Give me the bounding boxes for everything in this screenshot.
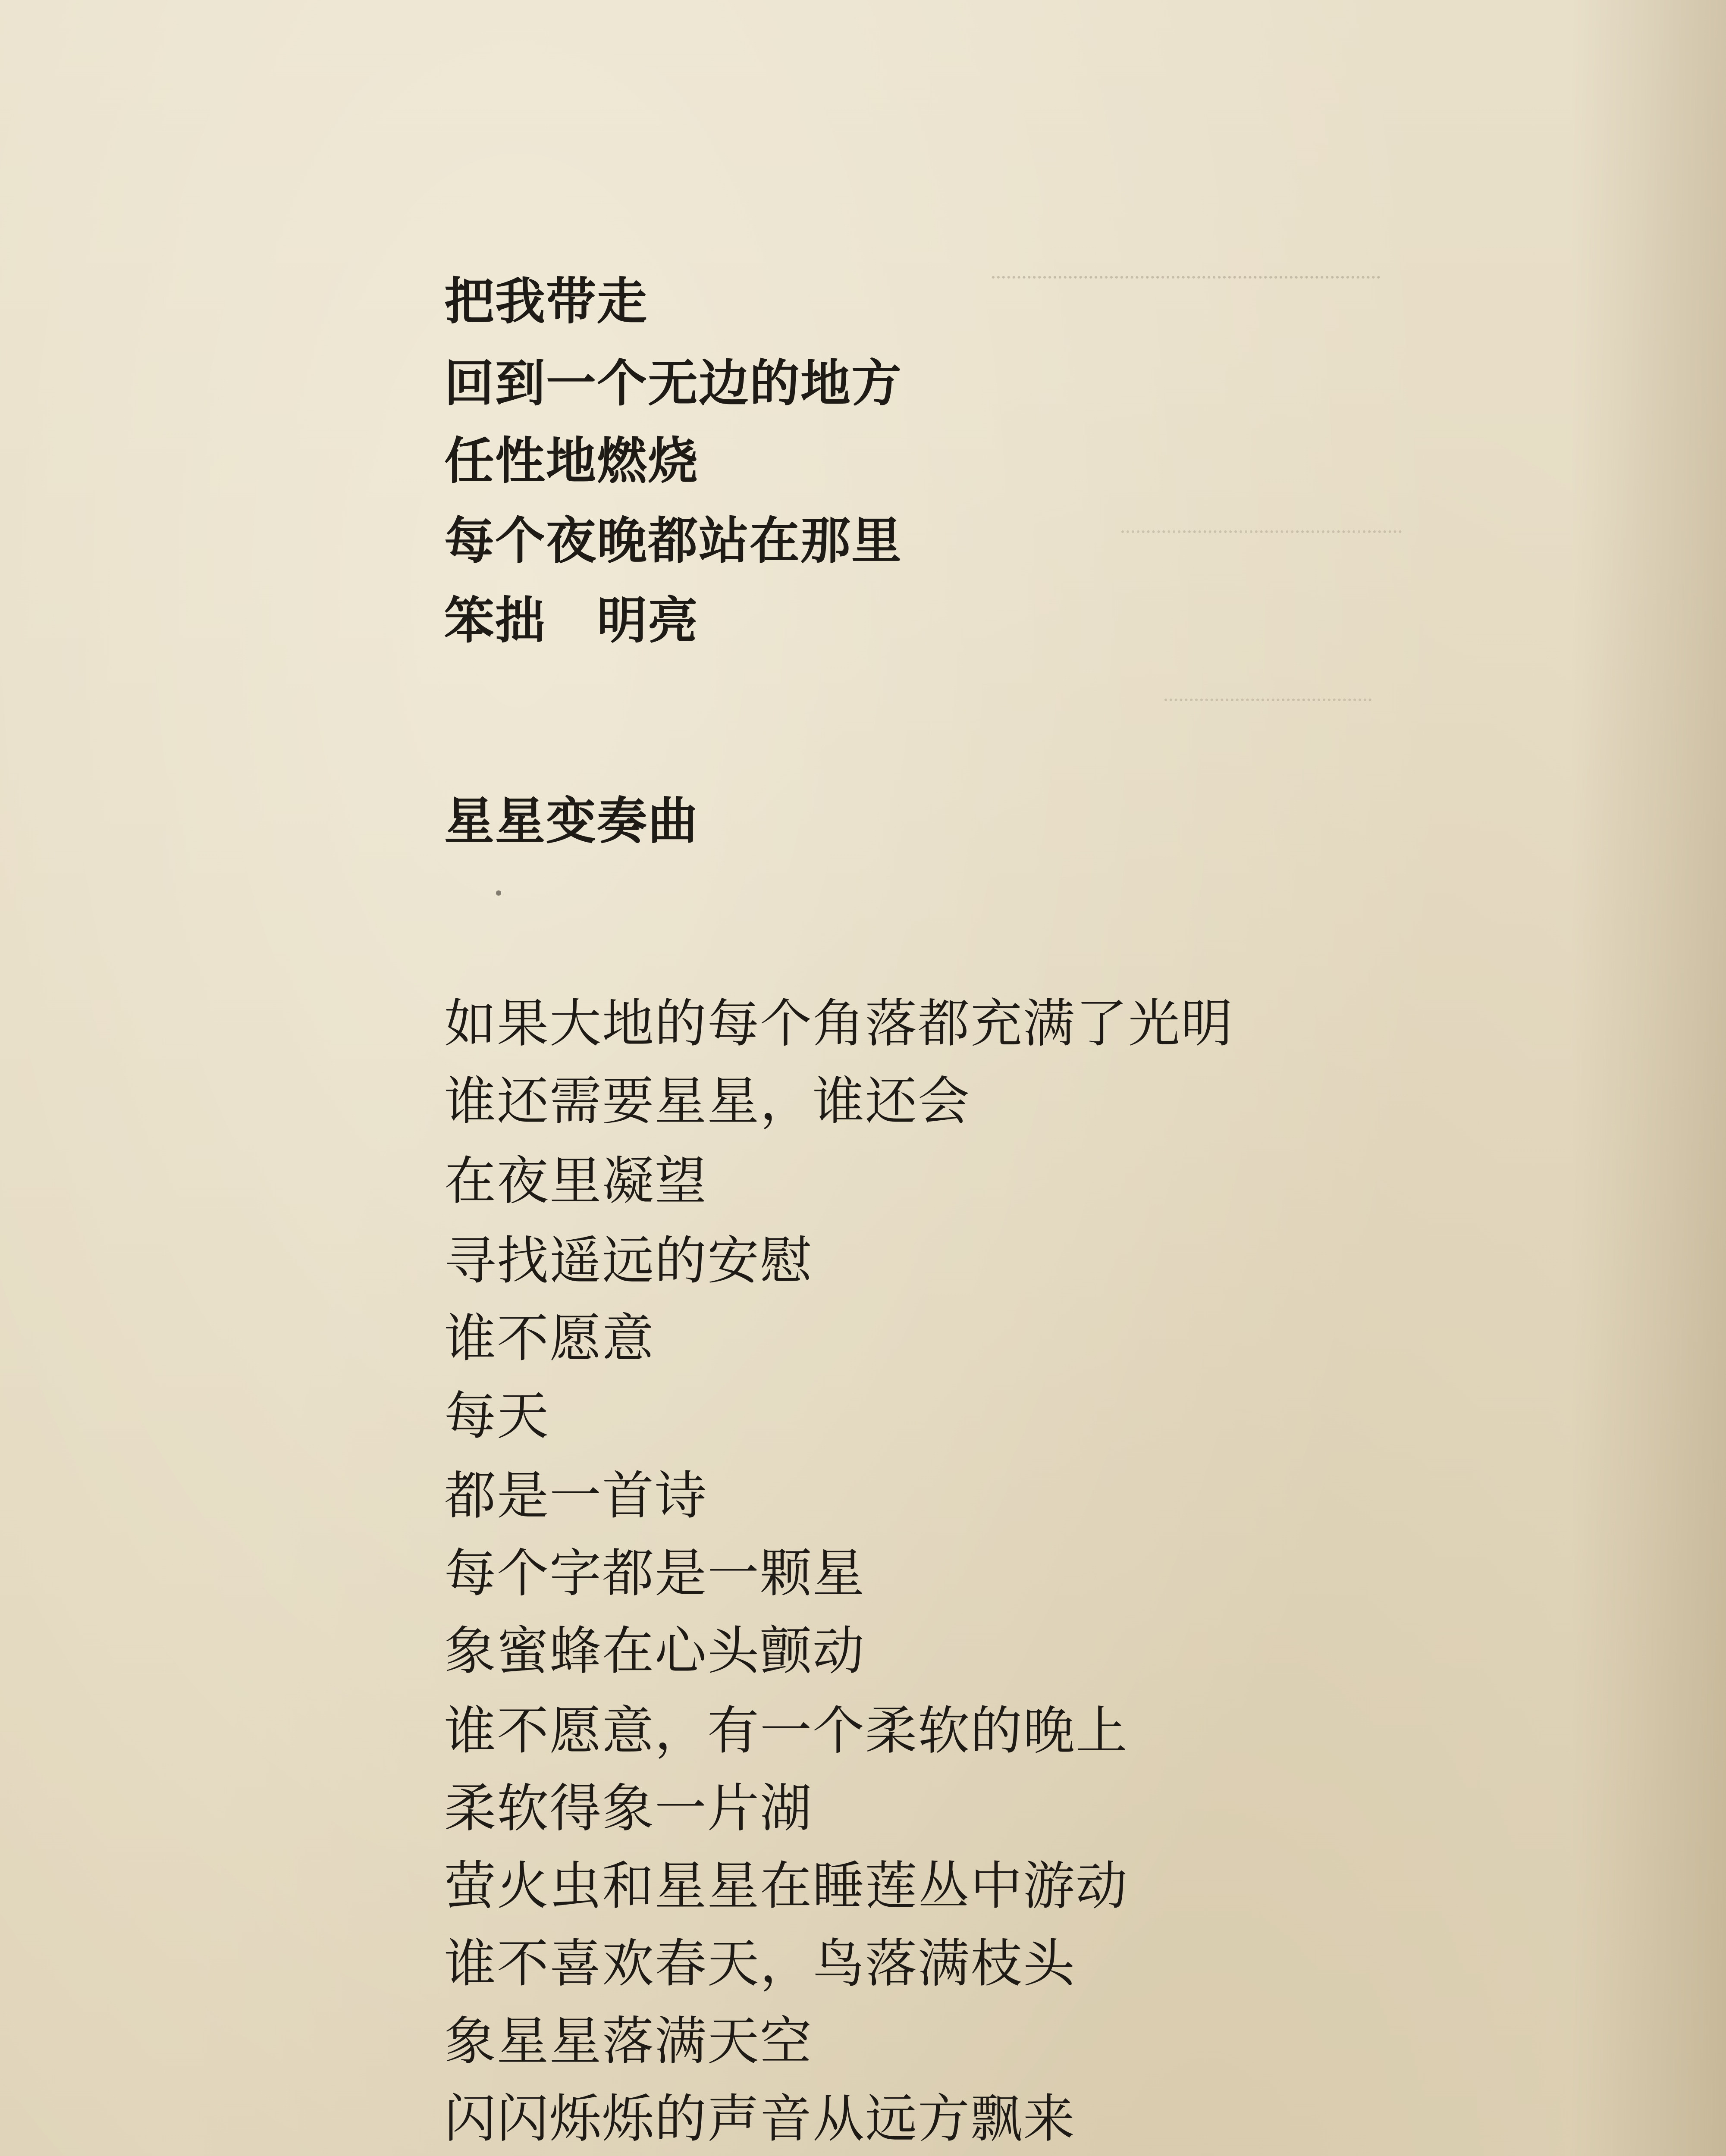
poem-line: 笨拙 明亮: [444, 592, 699, 650]
poem-line: 回到一个无边的地方: [444, 354, 902, 413]
poem-line: 都是一首诗: [444, 1466, 707, 1526]
page-edge-shadow: [1571, 0, 1726, 2156]
poem-line: 闪闪烁烁的声音从远方飘来: [444, 2089, 1076, 2149]
poem-line: 柔软得象一片湖: [444, 1779, 813, 1839]
poem-line: 象蜜蜂在心头颤动: [444, 1621, 865, 1681]
poem-line: 萤火虫和星星在睡莲丛中游动: [444, 1856, 1128, 1916]
poem-line: 每天: [444, 1386, 549, 1446]
ink-speck: [496, 890, 501, 896]
poem-line: 每个字都是一颗星: [444, 1544, 865, 1604]
poem-line: 谁还需要星星，谁还会: [444, 1072, 970, 1131]
poem-title: 星星变奏曲: [444, 792, 699, 850]
bleed-through-mark: [992, 276, 1380, 304]
bleed-through-mark: [1164, 699, 1371, 727]
poem-line: 谁不愿意: [444, 1309, 655, 1369]
poem-line: 在夜里凝望: [444, 1151, 707, 1211]
poem-line: 每个夜晚都站在那里: [444, 512, 902, 570]
poem-line: 寻找遥远的安慰: [444, 1231, 813, 1291]
poem-line: 象星星落满天空: [444, 2012, 813, 2071]
poem-line: 把我带走: [444, 273, 648, 331]
poem-line: 任性地燃烧: [444, 432, 699, 490]
poem-line: 谁不喜欢春天，鸟落满枝头: [444, 1934, 1076, 1994]
poem-line: 如果大地的每个角落都充满了光明: [444, 994, 1233, 1054]
bleed-through-mark: [1121, 530, 1402, 559]
poem-line: 谁不愿意，有一个柔软的晚上: [444, 1701, 1128, 1761]
